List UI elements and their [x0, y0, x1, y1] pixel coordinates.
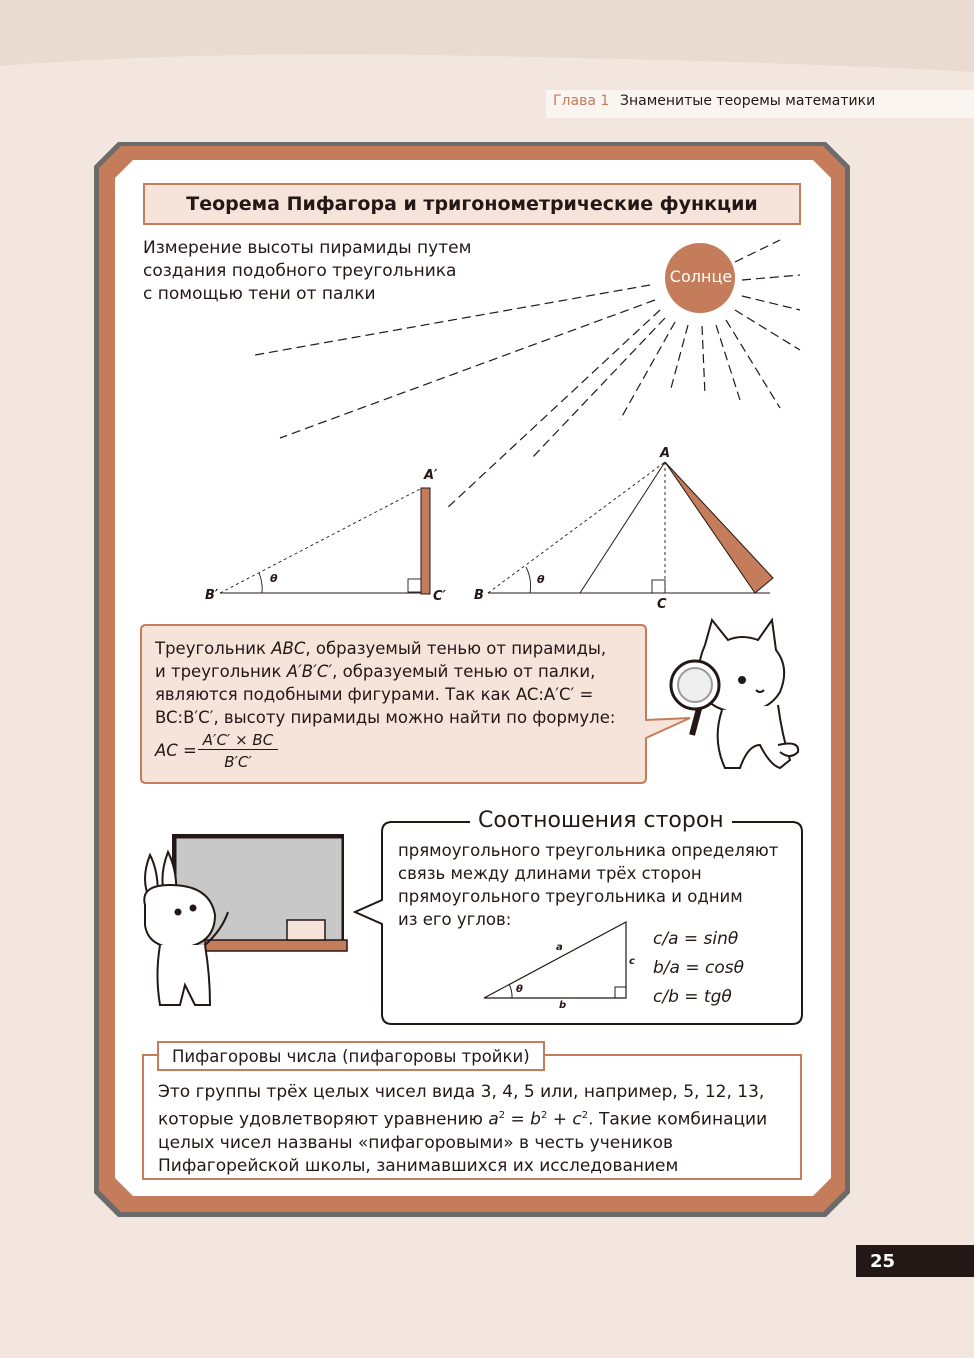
- triangle-label-b: b: [559, 1000, 567, 1011]
- intro-line: создания подобного треугольника: [143, 261, 457, 281]
- page-number-text: 25: [870, 1250, 896, 1272]
- formula-numerator: A′C′ × BC: [198, 731, 278, 750]
- pythagorean-tab: [157, 1041, 545, 1071]
- similarity-line-2: и треугольник A′B′C′, образуемый тенью от палки,: [155, 662, 596, 681]
- label-a-prime: A′: [424, 468, 438, 483]
- label-a: A: [660, 446, 671, 461]
- ratios-line: прямоугольного треугольника определяют: [398, 841, 779, 860]
- pythagorean-line-2: которые удовлетворяют уравнению $a^2 = b^2 + c^2$. Такие комбинации: [158, 1109, 768, 1130]
- intro-text: [143, 237, 471, 306]
- formula-sin: c/a = sinθ: [653, 929, 739, 949]
- intro-line: Измерение высоты пирамиды путем: [143, 238, 472, 258]
- triangle-label-theta: θ: [516, 984, 523, 995]
- intro-line: с помощью тени от палки: [143, 284, 376, 304]
- pythagorean-line-3: целых чисел названы «пифагоровыми» в честь учеников: [158, 1132, 674, 1153]
- sun-label: Солнце: [669, 267, 733, 286]
- triangle-label-a: a: [556, 942, 563, 953]
- chapter-label: Глава 1: [553, 93, 610, 109]
- pythagorean-line-4: Пифагорейской школы, занимавшихся их исследованием: [158, 1155, 679, 1176]
- formula-denominator: B′C′: [224, 753, 252, 771]
- label-c-prime: C′: [433, 589, 446, 604]
- formula-lhs: AC =: [155, 741, 197, 760]
- similarity-text: [155, 637, 615, 729]
- ratios-text: [398, 839, 778, 931]
- ratios-line: из его углов:: [398, 910, 512, 929]
- formula-cos: b/a = cosθ: [653, 958, 744, 978]
- page-number: [856, 1245, 974, 1277]
- chapter-title: Знаменитые теоремы математики: [620, 93, 876, 109]
- label-b-prime: B′: [205, 588, 219, 603]
- eraser-icon: [287, 920, 325, 940]
- stick: [421, 488, 430, 594]
- formula-tg: c/b = tgθ: [653, 987, 732, 1007]
- label-b: B: [474, 588, 484, 603]
- ratios-line: связь между длинами трёх сторон: [398, 864, 702, 883]
- section-title-box: [143, 183, 801, 225]
- section-title: Теорема Пифагора и тригонометрические функции: [186, 193, 758, 215]
- similarity-line-4: BC:B′C′, высоту пирамиды можно найти по формуле:: [155, 708, 616, 727]
- pythagorean-tab-label: Пифагоровы числа (пифагоровы тройки): [172, 1046, 530, 1066]
- similarity-line-3: являются подобными фигурами. Так как AC:A′C′ =: [155, 685, 594, 704]
- ratios-title: Соотношения сторон: [470, 808, 732, 833]
- label-c: C: [657, 597, 667, 612]
- pythagorean-line-1: Это группы трёх целых чисел вида 3, 4, 5 или, например, 5, 12, 13,: [158, 1082, 765, 1102]
- ratios-line: прямоугольного треугольника и одним: [398, 887, 743, 906]
- label-theta-pyramid: θ: [537, 573, 545, 586]
- label-theta-stick: θ: [270, 572, 278, 585]
- pythagorean-text: [158, 1081, 767, 1178]
- similarity-line-1: Треугольник ABC, образуемый тенью от пирамиды,: [155, 639, 607, 658]
- triangle-label-c: c: [629, 956, 635, 967]
